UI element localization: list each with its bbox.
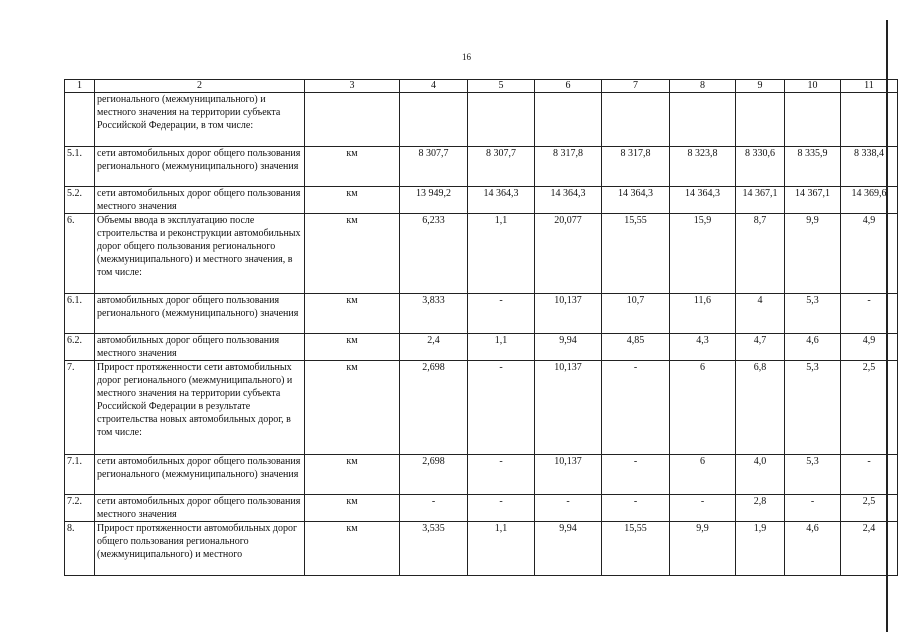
row-value: - — [841, 455, 898, 495]
row-unit: км — [305, 334, 400, 361]
column-number: 1 — [65, 80, 95, 93]
row-value — [736, 93, 785, 147]
row-value: 4,6 — [785, 522, 841, 576]
column-number: 4 — [400, 80, 468, 93]
row-value: 4,6 — [785, 334, 841, 361]
row-value: 2,5 — [841, 495, 898, 522]
row-value: - — [400, 495, 468, 522]
row-unit: км — [305, 522, 400, 576]
row-value — [468, 93, 535, 147]
row-description: Прирост протяженности сети автомобильных дорог регионального (межмуниципального) и местного значения на территории субъекта Российской Федерации в результате строительства новых автомобильных дорог, в том числе: — [95, 361, 305, 455]
row-value: 8 317,8 — [602, 147, 670, 187]
row-unit: км — [305, 495, 400, 522]
column-number: 9 — [736, 80, 785, 93]
row-value: 10,137 — [535, 361, 602, 455]
row-value: 10,7 — [602, 294, 670, 334]
column-number: 8 — [670, 80, 736, 93]
column-number: 10 — [785, 80, 841, 93]
row-value: - — [468, 455, 535, 495]
row-value: 8 317,8 — [535, 147, 602, 187]
row-value: 2,5 — [841, 361, 898, 455]
row-value: 4,85 — [602, 334, 670, 361]
row-value: - — [535, 495, 602, 522]
row-value: 8 307,7 — [468, 147, 535, 187]
row-value — [670, 93, 736, 147]
row-value: - — [602, 361, 670, 455]
row-value: 4,3 — [670, 334, 736, 361]
column-number: 5 — [468, 80, 535, 93]
row-description: автомобильных дорог общего пользования регионального (межмуниципального) значения — [95, 294, 305, 334]
row-value: 14 364,3 — [468, 187, 535, 214]
table-row — [65, 334, 898, 361]
row-value — [535, 93, 602, 147]
table-row — [65, 294, 898, 334]
table-row — [65, 147, 898, 187]
row-number: 5.1. — [65, 147, 95, 187]
row-value: 2,698 — [400, 455, 468, 495]
row-value: - — [785, 495, 841, 522]
table-row — [65, 361, 898, 455]
row-value: - — [468, 361, 535, 455]
row-value: 2,698 — [400, 361, 468, 455]
row-number — [65, 93, 95, 147]
row-unit: км — [305, 294, 400, 334]
row-value: 5,3 — [785, 455, 841, 495]
row-value: 14 367,1 — [736, 187, 785, 214]
row-value: 14 367,1 — [785, 187, 841, 214]
row-unit: км — [305, 147, 400, 187]
row-number: 6.2. — [65, 334, 95, 361]
row-value: 14 364,3 — [602, 187, 670, 214]
row-value: 2,8 — [736, 495, 785, 522]
row-unit: км — [305, 361, 400, 455]
row-value: 5,3 — [785, 361, 841, 455]
row-value: 9,94 — [535, 522, 602, 576]
row-description: Прирост протяженности автомобильных дорог общего пользования регионального (межмуниципального) и местного — [95, 522, 305, 576]
row-value: 14 369,6 — [841, 187, 898, 214]
row-description: Объемы ввода в эксплуатацию после строительства и реконструкции автомобильных дорог общего пользования регионального (межмуниципального) и местного значения, в том числе: — [95, 214, 305, 294]
row-value: 3,833 — [400, 294, 468, 334]
row-value: 8 323,8 — [670, 147, 736, 187]
column-number: 7 — [602, 80, 670, 93]
row-number: 7.2. — [65, 495, 95, 522]
row-number: 5.2. — [65, 187, 95, 214]
row-value: 4,0 — [736, 455, 785, 495]
table-row — [65, 495, 898, 522]
row-value: 9,94 — [535, 334, 602, 361]
row-unit: км — [305, 214, 400, 294]
row-value — [785, 93, 841, 147]
row-number: 6. — [65, 214, 95, 294]
indicators-table — [64, 79, 898, 576]
row-value: 3,535 — [400, 522, 468, 576]
column-number: 11 — [841, 80, 898, 93]
row-value: 9,9 — [670, 522, 736, 576]
row-value: - — [602, 495, 670, 522]
row-number: 6.1. — [65, 294, 95, 334]
row-value: - — [670, 495, 736, 522]
row-description: автомобильных дорог общего пользования местного значения — [95, 334, 305, 361]
row-value: 9,9 — [785, 214, 841, 294]
row-unit — [305, 93, 400, 147]
row-value: 8 307,7 — [400, 147, 468, 187]
row-value: 4,9 — [841, 214, 898, 294]
table-row — [65, 187, 898, 214]
row-value: 15,9 — [670, 214, 736, 294]
row-value — [841, 93, 898, 147]
row-value: 1,9 — [736, 522, 785, 576]
table-row — [65, 93, 898, 147]
row-value: 1,1 — [468, 214, 535, 294]
row-value — [602, 93, 670, 147]
row-value: 6 — [670, 361, 736, 455]
row-value: - — [468, 294, 535, 334]
row-value: 6 — [670, 455, 736, 495]
row-value: 6,8 — [736, 361, 785, 455]
row-unit: км — [305, 455, 400, 495]
row-description: сети автомобильных дорог общего пользования местного значения — [95, 187, 305, 214]
row-value: 1,1 — [468, 522, 535, 576]
row-value: 13 949,2 — [400, 187, 468, 214]
row-value: 8 338,4 — [841, 147, 898, 187]
row-value: 4 — [736, 294, 785, 334]
table-row — [65, 522, 898, 576]
row-description: регионального (межмуниципального) и местного значения на территории субъекта Российской Федерации, в том числе: — [95, 93, 305, 147]
row-number: 8. — [65, 522, 95, 576]
table-row — [65, 455, 898, 495]
row-value: 8 335,9 — [785, 147, 841, 187]
row-value: 10,137 — [535, 455, 602, 495]
column-number: 6 — [535, 80, 602, 93]
row-value: 14 364,3 — [670, 187, 736, 214]
row-value: - — [602, 455, 670, 495]
row-description: сети автомобильных дорог общего пользования регионального (межмуниципального) значения — [95, 147, 305, 187]
column-number: 2 — [95, 80, 305, 93]
table-row — [65, 214, 898, 294]
column-number-row — [65, 80, 898, 93]
row-value: 8,7 — [736, 214, 785, 294]
row-value: 4,9 — [841, 334, 898, 361]
row-value: 1,1 — [468, 334, 535, 361]
column-number: 3 — [305, 80, 400, 93]
row-description: сети автомобильных дорог общего пользования регионального (межмуниципального) значения — [95, 455, 305, 495]
row-value: 20,077 — [535, 214, 602, 294]
row-value: - — [841, 294, 898, 334]
row-value: 10,137 — [535, 294, 602, 334]
row-number: 7.1. — [65, 455, 95, 495]
row-unit: км — [305, 187, 400, 214]
page-number: 16 — [462, 52, 471, 62]
row-value: 2,4 — [841, 522, 898, 576]
row-number: 7. — [65, 361, 95, 455]
row-value: 6,233 — [400, 214, 468, 294]
row-value: 2,4 — [400, 334, 468, 361]
row-value — [400, 93, 468, 147]
row-value: 11,6 — [670, 294, 736, 334]
row-description: сети автомобильных дорог общего пользования местного значения — [95, 495, 305, 522]
row-value: 14 364,3 — [535, 187, 602, 214]
row-value: 5,3 — [785, 294, 841, 334]
row-value: 4,7 — [736, 334, 785, 361]
row-value: 15,55 — [602, 522, 670, 576]
row-value: 8 330,6 — [736, 147, 785, 187]
row-value: 15,55 — [602, 214, 670, 294]
row-value: - — [468, 495, 535, 522]
